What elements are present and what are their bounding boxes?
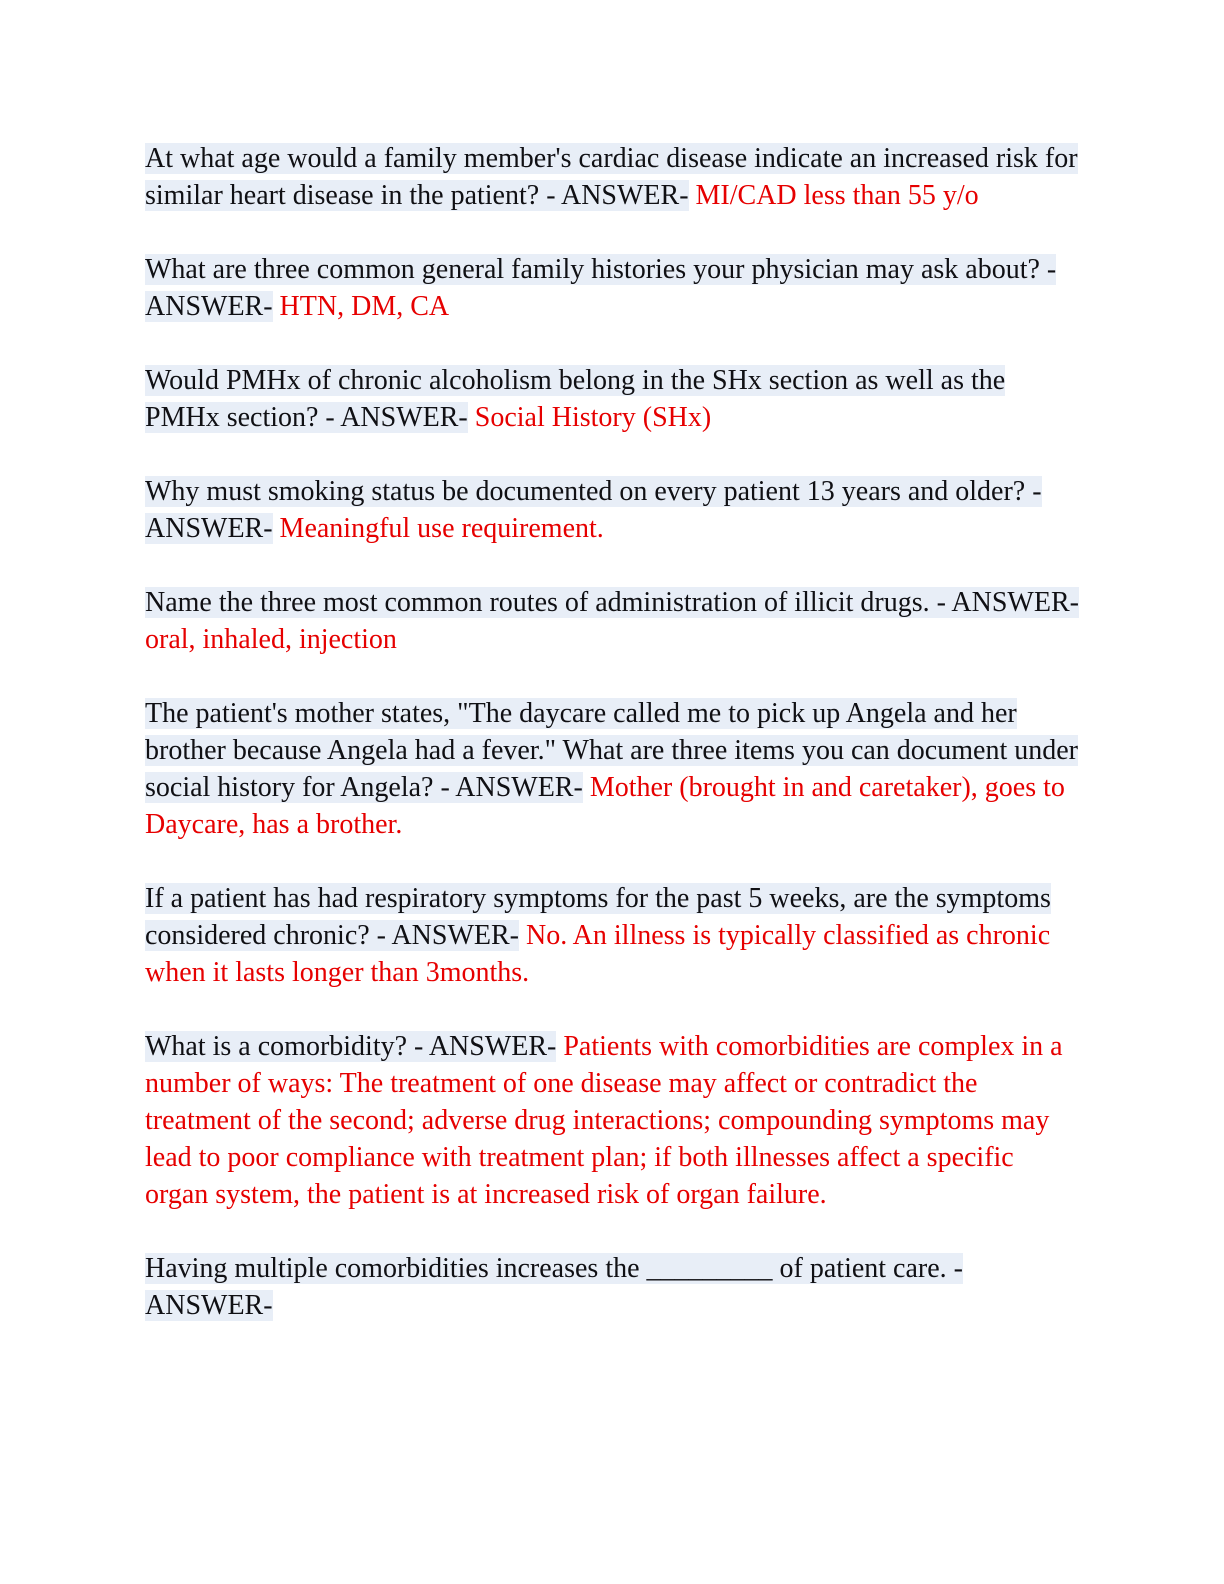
question-text: Having multiple comorbidities increases the _________ of patient care. - ANSWER- — [145, 1253, 963, 1321]
question-text: Would PMHx of chronic alcoholism belong in the SHx section as well as the PMHx section? - ANSWER- — [145, 365, 1006, 433]
question-text: At what age would a family member's cardiac disease indicate an increased risk for similar heart disease in the patient? - ANSWER- — [145, 143, 1078, 211]
answer-text: Mother (brought in and caretaker), goes to Daycare, has a brother. — [145, 772, 1065, 840]
qa-block — [145, 251, 1080, 325]
qa-block — [145, 362, 1080, 436]
qa-block — [145, 473, 1080, 547]
answer-text: Social History (SHx) — [474, 402, 712, 433]
question-text: What are three common general family histories your physician may ask about? - ANSWER- — [145, 254, 1057, 322]
qa-block — [145, 1028, 1080, 1213]
answer-text: oral, inhaled, injection — [145, 624, 397, 655]
answer-text: Meaningful use requirement. — [279, 513, 604, 544]
qa-block — [145, 140, 1080, 214]
question-text: Name the three most common routes of administration of illicit drugs. - ANSWER- — [145, 587, 1079, 618]
qa-block — [145, 1250, 1080, 1324]
qa-block — [145, 695, 1080, 843]
qa-list — [145, 140, 1080, 1361]
question-text: What is a comorbidity? - ANSWER- — [145, 1031, 557, 1062]
answer-text: MI/CAD less than 55 y/o — [695, 180, 979, 211]
qa-block — [145, 584, 1080, 658]
qa-block — [145, 880, 1080, 991]
answer-text: No. An illness is typically classified as chronic when it lasts longer than 3months. — [145, 920, 1051, 988]
question-text: Why must smoking status be documented on every patient 13 years and older? - ANSWER- — [145, 476, 1042, 544]
question-text: If a patient has had respiratory symptoms for the past 5 weeks, are the symptoms considered chronic? - ANSWER- — [145, 883, 1051, 951]
answer-text: Patients with comorbidities are complex in a number of ways: The treatment of one disease may affect or contradict the treatment of the second; adverse drug interactions; compounding symptoms may lead to poor compliance with treatment plan; if both illnesses affect a specific organ system, the patient is at increased risk of organ failure. — [145, 1031, 1063, 1210]
question-text: The patient's mother states, "The daycare called me to pick up Angela and her brother because Angela had a fever." What are three items you can document under social history for Angela? - ANSWER- — [145, 698, 1078, 803]
answer-text: HTN, DM, CA — [279, 291, 450, 322]
